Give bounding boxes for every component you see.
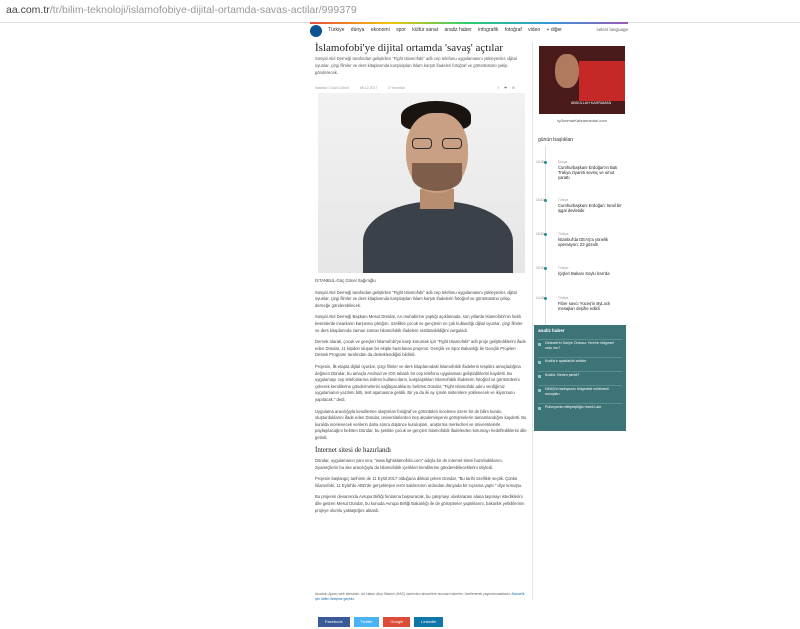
share-facebook-button[interactable]: Facebook bbox=[318, 617, 350, 627]
share-bar bbox=[318, 617, 447, 629]
article-lead: Sosyal Akıl Derneği tarafından geliştirilen "Fight Islamofobi" adlı cep telefonu uygulamasını yükleyenler, dijital oyunlar, çizgi filmler ve ders kitaplarında karşılaşılan İslam karşıtı ifadeleri fotoğraf ve görüntüsünü çekip gönderecek. bbox=[315, 56, 517, 75]
top-navigation bbox=[310, 24, 628, 40]
nav-item-video[interactable]: video bbox=[528, 27, 541, 33]
analysis-item[interactable]: DEAŞ'ın tarihyazısı bölgedeki mültimedi sonuçları bbox=[538, 385, 622, 386]
share-linkedin-button[interactable]: Linkedin bbox=[414, 617, 443, 627]
nav-item-analiz-haber[interactable]: analiz haber bbox=[444, 27, 472, 33]
analysis-item[interactable]: Kudüs: Neden şimdi? bbox=[538, 371, 622, 372]
column-divider bbox=[532, 42, 533, 600]
analysis-item[interactable]: Kudüs'e ayaklaklık sebibe bbox=[538, 357, 622, 358]
subscription-link[interactable]: Abonelik için lütfen iletişime geçiniz. bbox=[315, 592, 525, 601]
nav-item-infografik[interactable]: infografik bbox=[478, 27, 499, 33]
paragraph: Uygulama aracılığıyla kendilerine ulaştırılan fotoğraf ve görüntüleri inceleme üzere bir de bilim kurulu oluşturduklarını ifade eden Dündar, üniversitelerden beş akademisyenin görüşmelerin tamamlandığını kaydetti. Bu kurulda incelenecek verilerin daha sonra düşünce kuruluşları, araştırma merkezleri ve üniversitelerle paylaşılacağını belirten Dündar, bu şekilde çocuk ve gençleri İslamofobik ifadelerden korumayı hedeflediklerini dile getirdi. bbox=[315, 408, 527, 440]
nav-item-diger[interactable]: + diğer bbox=[546, 27, 562, 33]
headline-timeline: 16:30 Dünya Cumhurbaşkanı Erdoğan'ın Batı Trakya ziyareti sevinç ve umut yarattı 16:10 Türkiye Cumhurbaşkanı Erdoğan: İsrail bir işgal devletidir 15:50 Türkiye İstanbul'da DEAŞ'a yönelik operasyon: 23 gözaltı 15:20 Türkiye İçişleri Bakanı Soylu İran'da 14:40 Türkiye Fiber savcı Yüceş'in ByLock mesajları deşifre edildi bbox=[536, 146, 628, 354]
nav-item-spor[interactable]: spor bbox=[396, 27, 406, 33]
today-headlines-title: günün başlıkları bbox=[538, 137, 574, 143]
paragraph: Dernek olarak, çocuk ve gençleri İslamofobi'ye karşı korumak için "Fight Islamofobi" adlı proje geliştirdiklerini ifade eden Dündar, 11 kişiden oluşan bir ekiple hazırlanan projenin, Gençlik ve Spor Bakanlığı ile Gençlik Projeleri Destek Programı tarafından da desteklendiğini bildirdi. bbox=[315, 339, 526, 358]
language-select[interactable]: select language bbox=[596, 27, 628, 32]
nav-item-turkiye[interactable]: Türkiye bbox=[328, 27, 345, 33]
paragraph: Dündar, uygulamanın yanı sıra, "www.fightislamofobi.com" adıyla bir de internet sitesi hazırladıklarını, ziyaretçilerin bu site aracılığıyla da İslamofobik içerikleri kendilerine gönderebileceklerini söyledi. bbox=[315, 458, 503, 470]
photo-caption: İSTANBUL-Güç Gönel Sağıroğlu bbox=[315, 278, 376, 283]
sidebar-banner-image[interactable] bbox=[539, 46, 625, 114]
meta-date: 06.12.2017 bbox=[359, 86, 378, 90]
nav-item-kultur-sanat[interactable]: kültür sanat bbox=[412, 27, 439, 33]
share-google-button[interactable]: Google bbox=[383, 617, 410, 627]
article-body bbox=[315, 278, 527, 519]
banner-caption: ty/AmmarKahramanlari.com bbox=[557, 118, 607, 123]
meta-author: Istanbul / Gözü Gönül bbox=[315, 86, 349, 90]
article-subhead: İnternet sitesi de hazırlandı bbox=[315, 446, 391, 455]
subscription-note: Anadolu Ajansı web sitesinde, AA Haber Akış Sistemi (HAS) üzerinden abonelere sunulan haberler, özetlenerek yayımlanmaktadır. Abonelik için lütfen iletişime geçiniz. bbox=[315, 592, 525, 601]
paragraph: Projenin, ilk etapta dijital oyunlar, çizgi filmler ve ders kitaplarındaki İslamofobik ifadelerin tespitini amaçladığına değinen Dündar, bu amaçla Android ve IOS tabanlı bir cep telefonu uygulaması geliştirdiklerini kaydetti. Bu uygulamayı cep telefonlarına indiren kullanıcıların, karşılaştıkları İslamofobik ifadelerin fotoğraf ve görüntülerini çekerek kendilerine göndermelerini sağlayacaklarını belirten Dündar, "Fight Islamofobi adını verdiğimiz uygulamanın yazılımı bitti, test aşamasına geldik. Bir ya da iki ay içinde sistemlere yüklenecek ve ikiyorsunu yapılacak." dedi. bbox=[315, 363, 521, 402]
nav-items bbox=[328, 27, 567, 33]
nav-item-fotograf[interactable]: fotoğraf bbox=[504, 27, 522, 33]
paragraph: Sosyal Akıl Derneği Başkanı Mesut Dündar, AA muhabirine yaptığı açıklamada, son yıllarda İslamofobi'nin farklı kesimlerde insanların karşısına çıktığını, özellikle çocuk ve gençlerin en çok kullandığı dijital oyunlar, çizgi filmler ve ders kitaplarında zaman zaman İslamofobik ifadelere rastlanabildiğini vurguladı. bbox=[315, 314, 523, 333]
aa-logo-icon[interactable] bbox=[310, 25, 322, 37]
paragraph: Projenin başlangıç tarihinin de 11 Eylül 2017 olduğuna dikkati çeken Dündar, "Bu tarihi özellikle seçtik. Çünkü İslamofobi, 11 Eylül'de ABD'de gerçekleşen terör saldırısının ardından dünyada bir sıçrama yaptı." diye konuştu. bbox=[315, 476, 523, 488]
browser-address-bar[interactable] bbox=[0, 0, 800, 23]
article-title: İslamofobi'ye dijital ortamda 'savaş' açtılar bbox=[315, 42, 503, 54]
analysis-title: analiz haber bbox=[538, 328, 565, 333]
analysis-news-box bbox=[534, 325, 626, 431]
meta-comments[interactable]: 0 Yorumlar bbox=[388, 86, 406, 90]
paragraph: Sosyal Akıl Derneği tarafından geliştirilen "Fight Islamofobi" adlı cep telefonu uygulamasını yükleyenler, dijital oyunlar, çizgi filmler ve ders kitaplarında karşılaşılan İslam karşıtı ifadelerin fotoğraf ve görüntüsünü çekip, derneğe gönderebilecek. bbox=[315, 289, 517, 308]
analysis-item[interactable]: Gelecek'in Suriye Ordusu: Yeni bir bölgesel ordu mu? bbox=[538, 339, 622, 340]
banner-text: ABDULLAH KAHRAMAN bbox=[570, 101, 612, 105]
article-photo bbox=[318, 93, 525, 273]
analysis-item[interactable]: Polonya'da milliyetçiliğin resmi Lale bbox=[538, 403, 622, 404]
nav-item-dunya[interactable]: dünya bbox=[350, 27, 365, 33]
paragraph: Bu projenin devamında Avrupa Birliği fonlarına başvuracak, bu çalışmayı uluslararası alana taşımayı istediklerini dile getiren Mesut Dündar, bu konuda Avrupa Birliği Bakanlığı ile de görüşmeler yaptıklarını, bakanlık yetkililerinin projeye olumlu yaklaştığını aktardı. bbox=[315, 494, 525, 513]
article-meta bbox=[315, 86, 527, 93]
nav-item-ekonomi[interactable]: ekonomi bbox=[370, 27, 390, 33]
share-twitter-button[interactable]: Twitter bbox=[354, 617, 380, 627]
meta-share-icons[interactable]: f ❤ ✉ bbox=[498, 86, 517, 90]
url-text[interactable]: aa.com.tr/tr/bilim-teknoloji/islamofobiye-dijital-ortamda-savas-actilar/999379 bbox=[6, 4, 357, 16]
